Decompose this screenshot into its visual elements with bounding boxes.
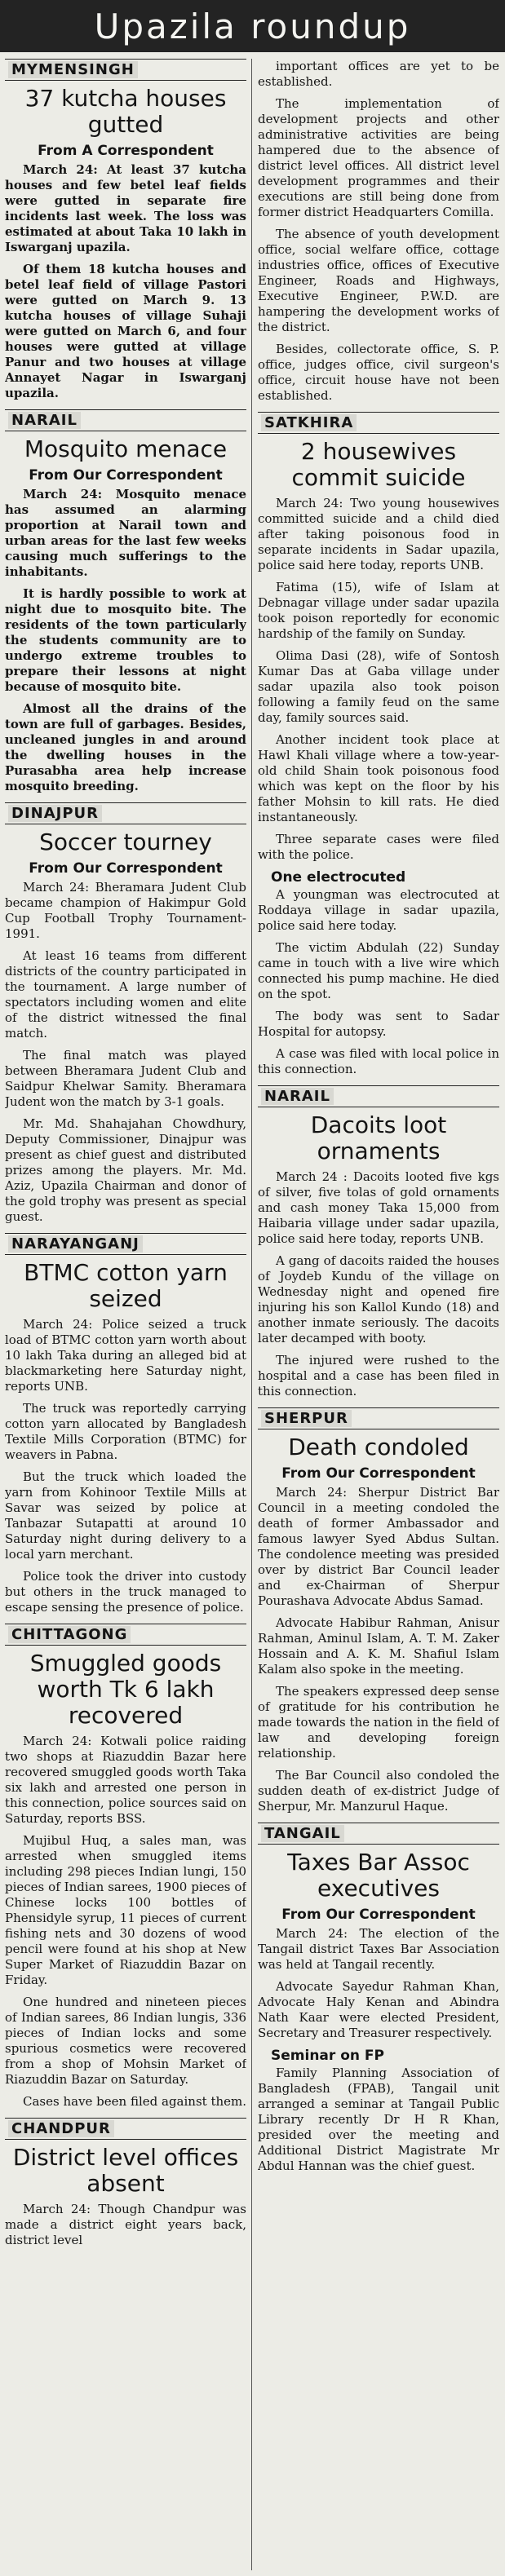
location-tag-bar xyxy=(5,409,246,431)
article-body xyxy=(5,1734,246,2110)
article-paragraph: March 24: Kotwali police raiding two shops at Riazuddin Bazar here recovered smuggled goods worth Taka six lakh and arrested one person in this connection, police sources said on Saturday, reports BSS. xyxy=(5,1734,246,1826)
article-paragraph: A case was filed with local police in this connection. xyxy=(258,1046,499,1076)
location-tag: NARAIL xyxy=(261,1088,334,1105)
article-paragraph: Advocate Habibur Rahman, Anisur Rahman, Aminul Islam, A. T. M. Zaker Hossain and A. K. M. Shafiul Islam Kalam also spoke in the meeting. xyxy=(258,1615,499,1677)
headline: Death condoled xyxy=(288,1434,469,1460)
article-paragraph: Advocate Sayedur Rahman Khan, Advocate Haly Kenan and Abindra Nath Kaar were elected President, Secretary and Treasurer respectively. xyxy=(258,1979,499,2040)
article-paragraph: A youngman was electrocuted at Roddaya village in sadar upazila, police said here today. xyxy=(258,887,499,933)
byline: From Our Correspondent xyxy=(29,467,223,484)
right-column xyxy=(258,59,499,2574)
article-body xyxy=(258,1485,499,1814)
article-paragraph: The injured were rushed to the hospital and a case has been filed in this connection. xyxy=(258,1353,499,1398)
article-body xyxy=(5,880,246,1225)
location-tag: MYMENSINGH xyxy=(8,61,138,78)
article-body xyxy=(258,59,499,404)
article-paragraph: Mujibul Huq, a sales man, was arrested when smuggled items including 298 pieces Indian lungi, 150 pieces of Indian sarees, 1900 pieces of Chinese locks 100 bottles of Phensidyle syrup, 11 pieces of current fishing nets and 30 dozens of wood pencil were found at his shop at New Super Market of Riazuddin Bazar on Friday. xyxy=(5,1833,246,1987)
byline: From Our Correspondent xyxy=(29,860,223,877)
article-body xyxy=(5,2202,246,2248)
article-paragraph: The implementation of development projects and other administrative activities are being hampered due to the absence of district level offices. All district level development programmes and their executions are still being done from former district Headquarters Comilla. xyxy=(258,96,499,219)
article-body xyxy=(5,487,246,794)
section-banner xyxy=(0,0,505,52)
article-paragraph: It is hardly possible to work at night due to mosquito bite. The residents of the town particularly the students community are to undergo extreme troubles to prepare their lessons at night because of mosquito bite. xyxy=(5,586,246,694)
article-paragraph: The victim Abdulah (22) Sunday came in touch with a live wire which connected his pump machine. He died on the spot. xyxy=(258,940,499,1001)
location-tag: CHITTAGONG xyxy=(8,1626,131,1643)
location-tag: CHANDPUR xyxy=(8,2120,114,2137)
byline: From A Correspondent xyxy=(38,143,214,159)
article-paragraph: One hundred and nineteen pieces of Indian sarees, 86 Indian lungis, 336 pieces of Indian locks and some spurious cosmetics were recovered from a shop of Mohsin Market of Riazuddin Bazar on Saturday. xyxy=(5,1995,246,2087)
article-paragraph: Cases have been filed against them. xyxy=(23,2094,246,2109)
section-title: Upazila roundup xyxy=(94,6,411,46)
headline: Soccer tourney xyxy=(39,828,212,855)
article-paragraph: Almost all the drains of the town are full of garbages. Besides, uncleaned jungles in and around the dwelling houses in the Purasabha area help increase mosquito breeding. xyxy=(5,701,246,793)
article-paragraph: The absence of youth development office, social welfare office, cottage industries office, offices of Executive Engineer, Roads and Highways, Executive Engineer, P.W.D. are hampering the development works of the district. xyxy=(258,227,499,334)
location-tag-bar xyxy=(5,59,246,81)
article-body xyxy=(5,1317,246,1615)
article-paragraph: The truck was reportedly carrying cotton yarn allocated by Bangladesh Textile Mills Corporation (BTMC) for weavers in Pabna. xyxy=(5,1401,246,1462)
article-paragraph: Another incident took place at Hawl Khali village where a tow-year-old child Shain took poisonous food which was kept on the floor by his father Mohsin to kill rats. He died instantaneously. xyxy=(258,732,499,824)
article-paragraph: The body was sent to Sadar Hospital for autopsy. xyxy=(258,1009,499,1039)
story-block xyxy=(258,1085,499,1399)
article-paragraph: The final match was played between Bheramara Judent Club and Saidpur Khelwar Samity. Bheramara Judent won the match by 3-1 goals. xyxy=(5,1048,246,1109)
article-body xyxy=(258,496,499,1077)
article-body xyxy=(258,1926,499,2174)
left-column xyxy=(5,59,246,2574)
story-block xyxy=(258,412,499,1077)
story-block xyxy=(5,409,246,794)
subheading: Seminar on FP xyxy=(271,2048,384,2064)
article-paragraph: Besides, collectorate office, S. P. office, judges office, civil surgeon's office, circuit house have not been established. xyxy=(258,342,499,403)
location-tag: SATKHIRA xyxy=(261,414,357,431)
article-paragraph: March 24: Bheramara Judent Club became champion of Hakimpur Gold Cup Football Trophy Tournament-1991. xyxy=(5,880,246,941)
location-tag-bar xyxy=(258,412,499,434)
location-tag: NARAYANGANJ xyxy=(8,1235,143,1253)
headline: Mosquito menace xyxy=(24,435,228,462)
byline: From Our Correspondent xyxy=(281,1907,476,1923)
location-tag: SHERPUR xyxy=(261,1410,352,1427)
article-paragraph: At least 16 teams from different districts of the country participated in the tournament. A large number of spectators including women and elite of the district witnessed the final match. xyxy=(5,948,246,1041)
story-block xyxy=(5,802,246,1225)
story-block xyxy=(5,2118,246,2248)
location-tag-bar xyxy=(258,1407,499,1429)
location-tag-bar xyxy=(5,1233,246,1255)
location-tag: TANGAIL xyxy=(261,1825,344,1842)
location-tag-bar xyxy=(5,802,246,824)
story-block xyxy=(5,1233,246,1615)
story-block xyxy=(5,59,246,401)
article-paragraph: Fatima (15), wife of Islam at Debnagar village under sadar upazila took poison reportedly for economic hardship of the family on Sunday. xyxy=(258,580,499,641)
article-body xyxy=(5,162,246,401)
article-paragraph: But the truck which loaded the yarn from Kohinoor Textile Mills at Savar was seized by police at Tanbazar Sutapatti at around 10 Saturday night during delivery to a local yarn merchant. xyxy=(5,1469,246,1562)
article-paragraph: The speakers expressed deep sense of gratitude for his contribution he made towards the nation in the field of law and developing foreign relationship. xyxy=(258,1684,499,1761)
article-paragraph: March 24: The election of the Tangail district Taxes Bar Association was held at Tangail recently. xyxy=(258,1926,499,1972)
continued-story xyxy=(258,59,499,404)
location-tag: DINAJPUR xyxy=(8,805,102,822)
headline: District level offices absent xyxy=(12,2144,239,2197)
article-paragraph: A gang of dacoits raided the houses of Joydeb Kundu of the village on Wednesday night and opened fire injuring his son Kallol Kundo (18) and another inmate seriously. The dacoits later decamped with booty. xyxy=(258,1253,499,1345)
article-paragraph: The Bar Council also condoled the sudden death of ex-district Judge of Sherpur, Mr. Manzurul Haque. xyxy=(258,1768,499,1814)
location-tag-bar xyxy=(5,2118,246,2140)
column-divider xyxy=(251,59,252,2570)
article-paragraph: March 24: Two young housewives committed suicide and a child died after taking poisonous food in separate incidents in Sadar upazila, police said here today, reports UNB. xyxy=(258,496,499,572)
story-block xyxy=(258,1823,499,2174)
location-tag-bar xyxy=(258,1085,499,1107)
location-tag: NARAIL xyxy=(8,412,81,429)
headline: 37 kutcha houses gutted xyxy=(24,85,227,138)
byline: From Our Correspondent xyxy=(281,1465,476,1482)
article-paragraph: March 24: Though Chandpur was made a district eight years back, district level xyxy=(5,2202,246,2247)
location-tag-bar xyxy=(258,1823,499,1845)
article-paragraph: Family Planning Association of Bangladesh (FPAB), Tangail unit arranged a seminar at Tangail Public Library recently Dr H R Khan, presided over the meeting and Additional District Magistrate Mr Abdul Hannan was the chief guest. xyxy=(258,2066,499,2173)
headline: Smuggled goods worth Tk 6 lakh recovered xyxy=(29,1650,222,1729)
article-paragraph: March 24: Mosquito menace has assumed an alarming proportion at Narail town and urban areas for the last few weeks causing much sufferings to the inhabitants. xyxy=(5,487,246,579)
article-paragraph: important offices are yet to be established. xyxy=(258,59,499,89)
story-block xyxy=(5,1624,246,2110)
article-paragraph: Olima Dasi (28), wife of Sontosh Kumar Das at Gaba village under sadar upazila also took poison following a family feud on the same day, family sources said. xyxy=(258,648,499,725)
headline: BTMC cotton yarn seized xyxy=(24,1259,228,1312)
story-block xyxy=(258,1407,499,1814)
location-tag-bar xyxy=(5,1624,246,1646)
article-paragraph: March 24 : Dacoits looted five kgs of silver, five tolas of gold ornaments and cash money Taka 15,000 from Haibaria village under sadar upazila, police said here today, reports UNB. xyxy=(258,1169,499,1246)
article-body xyxy=(258,1169,499,1399)
article-paragraph: Of them 18 kutcha houses and betel leaf field of village Pastori were gutted on March 9. 13 kutcha houses of village Suhaji were gutted on March 6, and four houses were gutted at village Panur and two houses at village Annayet Nagar in Iswarganj upazila. xyxy=(5,262,246,400)
article-paragraph: March 24: Police seized a truck load of BTMC cotton yarn worth about 10 lakh Taka during an alleged bid at blackmarketing here Saturday night, reports UNB. xyxy=(5,1317,246,1394)
article-paragraph: Three separate cases were filed with the police. xyxy=(258,832,499,862)
headline: 2 housewives commit suicide xyxy=(291,438,466,491)
article-paragraph: Police took the driver into custody but others in the truck managed to escape sensing the presence of police. xyxy=(5,1569,246,1615)
headline: Taxes Bar Assoc executives xyxy=(287,1849,470,1902)
headline: Dacoits loot ornaments xyxy=(310,1111,447,1164)
article-paragraph: March 24: At least 37 kutcha houses and few betel leaf fields were gutted in separate fire incidents last week. The loss was estimated at about Taka 10 lakh in Iswarganj upazila. xyxy=(5,162,246,254)
article-paragraph: March 24: Sherpur District Bar Council in a meeting condoled the death of former Ambassador and famous lawyer Syed Abdus Sultan. The condolence meeting was presided over by district Bar Council leader and ex-Chairman of Sherpur Pourashava Advocate Abdus Samad. xyxy=(258,1485,499,1608)
article-paragraph: Mr. Md. Shahajahan Chowdhury, Deputy Commissioner, Dinajpur was present as chief guest and distributed prizes among the players. Mr. Md. Aziz, Upazila Chairman and donor of the gold trophy was present as special guest. xyxy=(5,1116,246,1224)
subheading: One electrocuted xyxy=(271,869,406,886)
